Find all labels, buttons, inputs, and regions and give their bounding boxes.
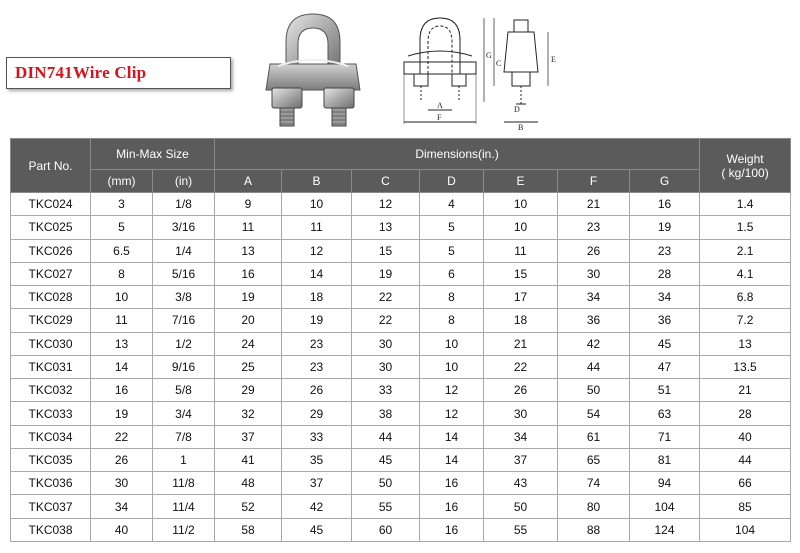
table-cell: 50 bbox=[352, 472, 420, 495]
part-number-cell: TKC029 bbox=[11, 309, 91, 332]
table-cell: 47 bbox=[630, 355, 700, 378]
table-cell: 104 bbox=[700, 518, 791, 541]
table-cell: 38 bbox=[352, 402, 420, 425]
table-cell: 13.5 bbox=[700, 355, 791, 378]
table-cell: 33 bbox=[352, 379, 420, 402]
table-cell: 1/2 bbox=[153, 332, 215, 355]
col-header-dimensions: Dimensions(in.) bbox=[215, 139, 700, 170]
table-cell: 7.2 bbox=[700, 309, 791, 332]
part-number-cell: TKC024 bbox=[11, 193, 91, 216]
table-cell: 1.4 bbox=[700, 193, 791, 216]
table-cell: 14 bbox=[420, 425, 484, 448]
table-cell: 14 bbox=[91, 355, 153, 378]
table-cell: 30 bbox=[352, 332, 420, 355]
table-cell: 4 bbox=[420, 193, 484, 216]
table-cell: 29 bbox=[282, 402, 352, 425]
table-cell: 55 bbox=[484, 518, 558, 541]
part-number-cell: TKC028 bbox=[11, 286, 91, 309]
table-cell: 23 bbox=[282, 355, 352, 378]
table-cell: 5 bbox=[420, 216, 484, 239]
table-cell: 21 bbox=[558, 193, 630, 216]
table-cell: 65 bbox=[558, 448, 630, 471]
table-cell: 3/8 bbox=[153, 286, 215, 309]
table-cell: 21 bbox=[700, 379, 791, 402]
table-cell: 58 bbox=[215, 518, 282, 541]
table-cell: 61 bbox=[558, 425, 630, 448]
table-cell: 26 bbox=[282, 379, 352, 402]
table-cell: 3/4 bbox=[153, 402, 215, 425]
table-cell: 13 bbox=[215, 239, 282, 262]
table-cell: 16 bbox=[420, 518, 484, 541]
part-number-cell: TKC037 bbox=[11, 495, 91, 518]
table-cell: 124 bbox=[630, 518, 700, 541]
table-cell: 22 bbox=[484, 355, 558, 378]
title-box bbox=[6, 57, 231, 89]
table-cell: 13 bbox=[91, 332, 153, 355]
table-cell: 54 bbox=[558, 402, 630, 425]
table-cell: 19 bbox=[352, 262, 420, 285]
table-cell: 19 bbox=[215, 286, 282, 309]
table-cell: 29 bbox=[215, 379, 282, 402]
col-header-mm: (mm) bbox=[91, 170, 153, 193]
table-cell: 5 bbox=[420, 239, 484, 262]
table-cell: 2.1 bbox=[700, 239, 791, 262]
table-cell: 21 bbox=[484, 332, 558, 355]
table-cell: 1/4 bbox=[153, 239, 215, 262]
part-number-cell: TKC033 bbox=[11, 402, 91, 425]
table-cell: 19 bbox=[282, 309, 352, 332]
table-cell: 66 bbox=[700, 472, 791, 495]
table-cell: 10 bbox=[91, 286, 153, 309]
table-cell: 26 bbox=[91, 448, 153, 471]
table-cell: 14 bbox=[282, 262, 352, 285]
spec-table-body bbox=[11, 193, 791, 542]
table-cell: 6.5 bbox=[91, 239, 153, 262]
table-cell: 32 bbox=[215, 402, 282, 425]
table-cell: 34 bbox=[558, 286, 630, 309]
table-cell: 43 bbox=[484, 472, 558, 495]
table-cell: 74 bbox=[558, 472, 630, 495]
table-cell: 13 bbox=[700, 332, 791, 355]
table-cell: 37 bbox=[215, 425, 282, 448]
table-row bbox=[11, 402, 791, 425]
table-cell: 88 bbox=[558, 518, 630, 541]
col-header-b: B bbox=[282, 170, 352, 193]
table-cell: 30 bbox=[558, 262, 630, 285]
table-cell: 71 bbox=[630, 425, 700, 448]
table-row bbox=[11, 332, 791, 355]
table-cell: 40 bbox=[91, 518, 153, 541]
table-cell: 50 bbox=[558, 379, 630, 402]
table-cell: 24 bbox=[215, 332, 282, 355]
table-row bbox=[11, 448, 791, 471]
svg-text:F: F bbox=[437, 113, 442, 122]
weight-label: Weight bbox=[726, 151, 764, 166]
table-cell: 44 bbox=[558, 355, 630, 378]
table-cell: 35 bbox=[282, 448, 352, 471]
wire-clip-technical-drawing-icon bbox=[398, 12, 563, 130]
table-cell: 55 bbox=[352, 495, 420, 518]
table-cell: 30 bbox=[91, 472, 153, 495]
table-cell: 48 bbox=[215, 472, 282, 495]
table-cell: 37 bbox=[484, 448, 558, 471]
table-cell: 7/8 bbox=[153, 425, 215, 448]
table-cell: 25 bbox=[215, 355, 282, 378]
table-cell: 11/8 bbox=[153, 472, 215, 495]
svg-text:E: E bbox=[551, 55, 556, 64]
part-number-cell: TKC031 bbox=[11, 355, 91, 378]
table-cell: 12 bbox=[420, 379, 484, 402]
table-cell: 13 bbox=[352, 216, 420, 239]
table-cell: 52 bbox=[215, 495, 282, 518]
svg-text:A: A bbox=[437, 101, 443, 110]
table-cell: 15 bbox=[352, 239, 420, 262]
table-cell: 11 bbox=[282, 216, 352, 239]
table-cell: 42 bbox=[282, 495, 352, 518]
table-cell: 30 bbox=[352, 355, 420, 378]
table-row bbox=[11, 379, 791, 402]
col-header-part-no: Part No. bbox=[11, 139, 91, 193]
table-cell: 19 bbox=[91, 402, 153, 425]
wire-clip-photo-icon bbox=[258, 4, 368, 130]
table-cell: 22 bbox=[91, 425, 153, 448]
table-cell: 16 bbox=[215, 262, 282, 285]
table-cell: 6 bbox=[420, 262, 484, 285]
table-cell: 12 bbox=[282, 239, 352, 262]
page-title: DIN741Wire Clip bbox=[15, 63, 147, 82]
col-header-weight bbox=[700, 139, 791, 193]
table-row bbox=[11, 518, 791, 541]
table-cell: 104 bbox=[630, 495, 700, 518]
table-cell: 4.1 bbox=[700, 262, 791, 285]
table-cell: 9 bbox=[215, 193, 282, 216]
table-cell: 50 bbox=[484, 495, 558, 518]
table-cell: 1/8 bbox=[153, 193, 215, 216]
part-number-cell: TKC027 bbox=[11, 262, 91, 285]
table-row bbox=[11, 309, 791, 332]
table-cell: 85 bbox=[700, 495, 791, 518]
table-cell: 18 bbox=[484, 309, 558, 332]
table-cell: 8 bbox=[420, 309, 484, 332]
part-number-cell: TKC032 bbox=[11, 379, 91, 402]
part-number-cell: TKC036 bbox=[11, 472, 91, 495]
table-row bbox=[11, 286, 791, 309]
table-cell: 5/16 bbox=[153, 262, 215, 285]
table-cell: 22 bbox=[352, 309, 420, 332]
col-header-d: D bbox=[420, 170, 484, 193]
spec-table bbox=[10, 138, 791, 542]
table-cell: 80 bbox=[558, 495, 630, 518]
table-cell: 11 bbox=[484, 239, 558, 262]
part-number-cell: TKC030 bbox=[11, 332, 91, 355]
table-cell: 16 bbox=[420, 472, 484, 495]
part-number-cell: TKC038 bbox=[11, 518, 91, 541]
col-header-f: F bbox=[558, 170, 630, 193]
table-cell: 11 bbox=[91, 309, 153, 332]
part-number-cell: TKC035 bbox=[11, 448, 91, 471]
table-cell: 16 bbox=[630, 193, 700, 216]
table-cell: 37 bbox=[282, 472, 352, 495]
table-cell: 10 bbox=[420, 332, 484, 355]
table-cell: 7/16 bbox=[153, 309, 215, 332]
table-cell: 28 bbox=[700, 402, 791, 425]
table-cell: 44 bbox=[352, 425, 420, 448]
table-cell: 11 bbox=[215, 216, 282, 239]
table-cell: 41 bbox=[215, 448, 282, 471]
table-cell: 3 bbox=[91, 193, 153, 216]
table-cell: 1 bbox=[153, 448, 215, 471]
col-header-e: E bbox=[484, 170, 558, 193]
svg-text:B: B bbox=[518, 123, 524, 130]
table-cell: 1.5 bbox=[700, 216, 791, 239]
table-row bbox=[11, 216, 791, 239]
table-cell: 44 bbox=[700, 448, 791, 471]
table-row bbox=[11, 193, 791, 216]
table-row bbox=[11, 239, 791, 262]
table-row bbox=[11, 262, 791, 285]
table-cell: 10 bbox=[484, 216, 558, 239]
table-cell: 10 bbox=[484, 193, 558, 216]
table-cell: 23 bbox=[630, 239, 700, 262]
weight-unit: ( kg/100) bbox=[721, 165, 769, 180]
table-cell: 34 bbox=[91, 495, 153, 518]
table-cell: 16 bbox=[420, 495, 484, 518]
table-cell: 6.8 bbox=[700, 286, 791, 309]
table-cell: 5 bbox=[91, 216, 153, 239]
table-cell: 20 bbox=[215, 309, 282, 332]
table-cell: 42 bbox=[558, 332, 630, 355]
table-cell: 45 bbox=[630, 332, 700, 355]
table-cell: 34 bbox=[484, 425, 558, 448]
table-row bbox=[11, 495, 791, 518]
table-cell: 26 bbox=[558, 239, 630, 262]
table-cell: 8 bbox=[91, 262, 153, 285]
table-cell: 16 bbox=[91, 379, 153, 402]
table-cell: 11/4 bbox=[153, 495, 215, 518]
col-header-in: (in) bbox=[153, 170, 215, 193]
table-cell: 14 bbox=[420, 448, 484, 471]
table-cell: 51 bbox=[630, 379, 700, 402]
table-cell: 45 bbox=[282, 518, 352, 541]
table-cell: 81 bbox=[630, 448, 700, 471]
table-cell: 17 bbox=[484, 286, 558, 309]
table-cell: 36 bbox=[558, 309, 630, 332]
table-cell: 11/2 bbox=[153, 518, 215, 541]
table-cell: 12 bbox=[352, 193, 420, 216]
table-cell: 5/8 bbox=[153, 379, 215, 402]
svg-text:D: D bbox=[514, 105, 520, 114]
svg-text:C: C bbox=[496, 59, 502, 68]
col-header-a: A bbox=[215, 170, 282, 193]
table-row bbox=[11, 425, 791, 448]
table-cell: 23 bbox=[282, 332, 352, 355]
table-cell: 63 bbox=[630, 402, 700, 425]
table-row bbox=[11, 355, 791, 378]
table-cell: 18 bbox=[282, 286, 352, 309]
table-cell: 28 bbox=[630, 262, 700, 285]
table-cell: 94 bbox=[630, 472, 700, 495]
svg-text:G: G bbox=[486, 51, 492, 60]
table-cell: 22 bbox=[352, 286, 420, 309]
table-cell: 19 bbox=[630, 216, 700, 239]
table-cell: 10 bbox=[282, 193, 352, 216]
table-cell: 9/16 bbox=[153, 355, 215, 378]
table-cell: 33 bbox=[282, 425, 352, 448]
part-number-cell: TKC034 bbox=[11, 425, 91, 448]
table-cell: 34 bbox=[630, 286, 700, 309]
table-cell: 26 bbox=[484, 379, 558, 402]
table-cell: 8 bbox=[420, 286, 484, 309]
col-header-c: C bbox=[352, 170, 420, 193]
table-cell: 45 bbox=[352, 448, 420, 471]
table-cell: 60 bbox=[352, 518, 420, 541]
table-cell: 3/16 bbox=[153, 216, 215, 239]
table-cell: 10 bbox=[420, 355, 484, 378]
table-cell: 36 bbox=[630, 309, 700, 332]
table-cell: 12 bbox=[420, 402, 484, 425]
table-cell: 15 bbox=[484, 262, 558, 285]
table-cell: 23 bbox=[558, 216, 630, 239]
col-header-g: G bbox=[630, 170, 700, 193]
table-cell: 30 bbox=[484, 402, 558, 425]
part-number-cell: TKC025 bbox=[11, 216, 91, 239]
table-cell: 40 bbox=[700, 425, 791, 448]
part-number-cell: TKC026 bbox=[11, 239, 91, 262]
col-header-min-max-size: Min-Max Size bbox=[91, 139, 215, 170]
table-row bbox=[11, 472, 791, 495]
